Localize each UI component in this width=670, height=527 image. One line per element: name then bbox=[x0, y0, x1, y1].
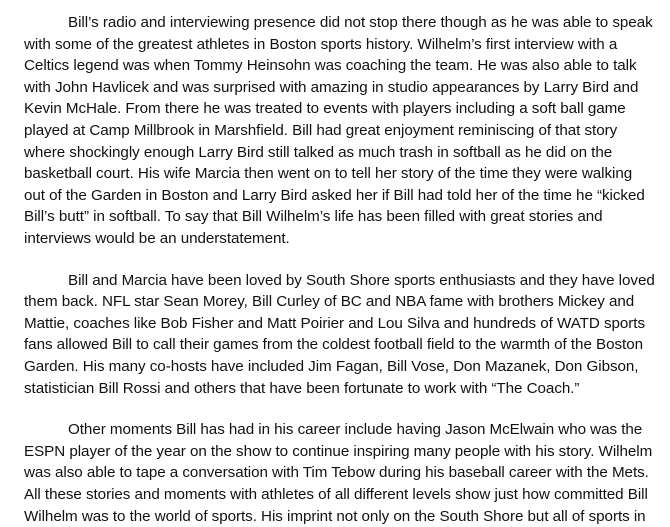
text-line: Kevin McHale. From there he was treated to events with players including a soft ball game bbox=[24, 100, 626, 118]
text-line: Bill and Marcia have been loved by South Shore sports enthusiasts and they have loved bbox=[68, 271, 655, 289]
text-line: played at Camp Millbrook in Marshfield. Bill had great enjoyment reminiscing of that story bbox=[24, 122, 618, 139]
text-line: Wilhelm was to the world of sports. His imprint not only on the South Shore but all of sports in bbox=[24, 507, 646, 525]
text-line: Celtics legend was when Tommy Heinsohn was coaching the team. He was also able to talk bbox=[24, 57, 637, 75]
text-line: Other moments Bill has had in his career include having Jason McElwain who was the bbox=[68, 421, 643, 439]
text-line: basketball court. His wife Marcia then went on to tell her story of the time they were walking bbox=[24, 165, 633, 183]
text-line: with some of the greatest athletes in Boston sports history. Wilhelm’s first interview with a bbox=[24, 35, 618, 53]
text-line: Bill’s butt” in softball. To say that Bill Wilhelm’s life has been filled with great stories and bbox=[24, 208, 603, 226]
text-line: Garden. His many co-hosts have included Jim Fagan, Bill Vose, Don Mazanek, Don Gibson, bbox=[24, 358, 639, 375]
text-line: interviews would be an understatement. bbox=[24, 230, 290, 247]
text-line: statistician Bill Rossi and others that have been fortunate to work with “The Coach.” bbox=[24, 379, 580, 397]
text-line: fans allowed Bill to call their games from the coldest football field to the warmth of the Boston bbox=[24, 336, 644, 354]
text-line: ESPN player of the year on the show to continue inspiring many people with his story. Wilhelm bbox=[24, 442, 653, 460]
text-line: All these stories and moments with athletes of all different levels show just how committed Bill bbox=[24, 486, 648, 503]
text-line: was also able to tape a conversation with Tim Tebow during his baseball career with the Mets. bbox=[24, 464, 649, 482]
text-line: them back. NFL star Sean Morey, Bill Curley of BC and NBA fame with brothers Mickey and bbox=[24, 293, 635, 311]
text-line: where shockingly enough Larry Bird still talked as much trash in softball as he did on the bbox=[24, 143, 613, 161]
text-line: with John Havlicek and was surprised with amazing in studio appearances by Larry Bird and bbox=[24, 78, 639, 96]
text-line: Bill’s radio and interviewing presence did not stop there though as he was able to speak bbox=[68, 14, 653, 31]
text-line: Mattie, coaches like Bob Fisher and Matt Poirier and Lou Silva and hundreds of WATD sports bbox=[24, 314, 646, 332]
text-line: out of the Garden in Boston and Larry Bird asked her if Bill had told her of the time he “kicked bbox=[24, 186, 645, 204]
